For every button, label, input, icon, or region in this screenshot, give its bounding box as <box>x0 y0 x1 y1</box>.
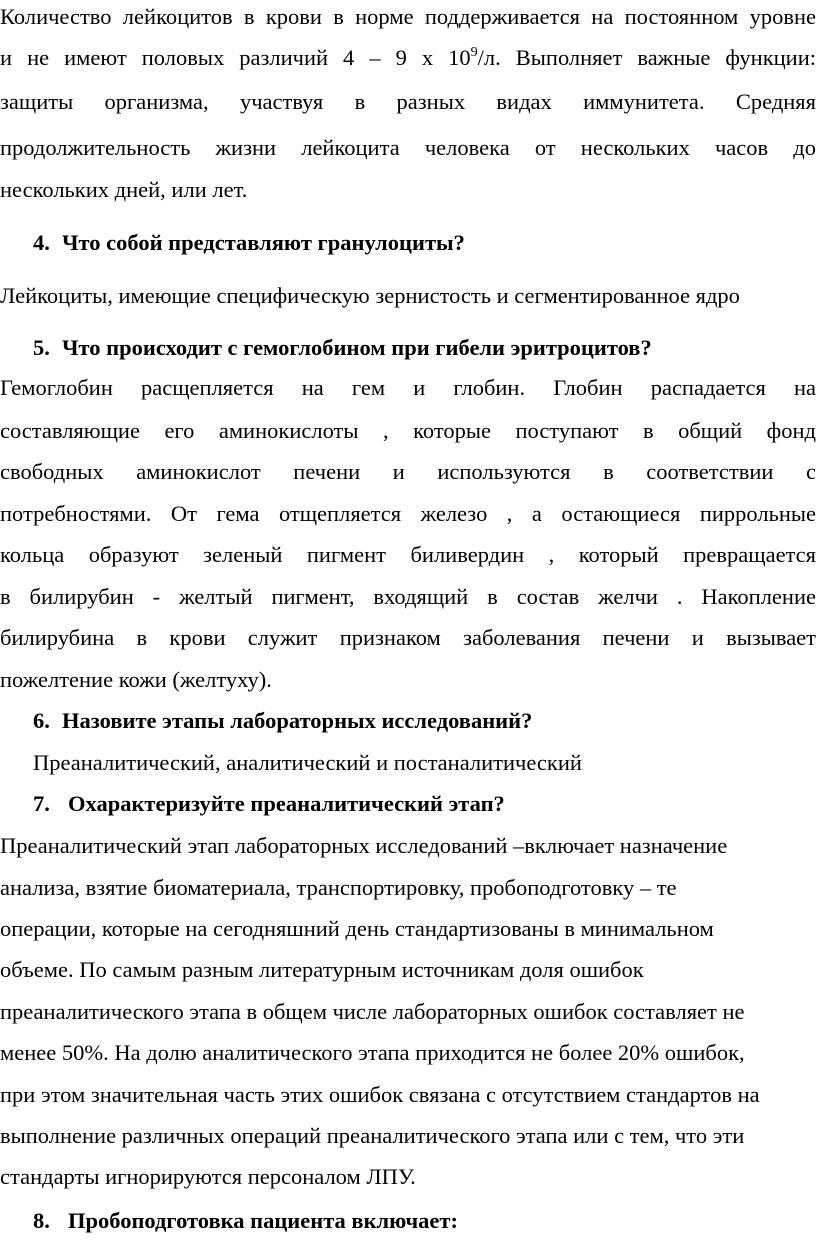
question-number: 5. <box>33 335 50 360</box>
question-title: Что собой представляют гранулоциты? <box>62 230 465 255</box>
text-line: объеме. По самым разным литературным источникам доля ошибок <box>0 957 644 982</box>
text-line: потребностями. От гема отщепляется железо , а остающиеся пиррольные <box>0 501 816 526</box>
text-line: анализа, взятие биоматериала, транспортировку, пробоподготовку – те <box>0 875 677 900</box>
question-number: 6. <box>33 708 50 733</box>
text-line: Преаналитический этап лабораторных исследований –включает назначение <box>0 833 728 858</box>
question-number: 7. <box>33 791 50 816</box>
text-line: продолжительность жизни лейкоцита человека от нескольких часов до <box>0 135 816 160</box>
question-number: 4. <box>33 230 50 255</box>
text-line: операции, которые на сегодняшний день стандартизованы в минимальном <box>0 916 714 941</box>
text-line: пожелтение кожи (желтуху). <box>0 667 272 692</box>
text-line: в билирубин - желтый пигмент, входящий в состав желчи . Накопление <box>0 584 816 609</box>
question-title: Пробоподготовка пациента включает: <box>68 1208 458 1233</box>
text-line <box>0 44 816 72</box>
question-number: 8. <box>33 1208 50 1233</box>
text-line: свободных аминокислот печени и используются в соответствии с <box>0 459 816 484</box>
question-title: Назовите этапы лабораторных исследований? <box>62 708 533 733</box>
text-line: Количество лейкоцитов в крови в норме поддерживается на постоянном уровне <box>0 4 816 29</box>
text-line: составляющие его аминокислоты , которые поступают в общий фонд <box>0 418 816 443</box>
text-segment: /л. Выполняет важные функции: <box>477 45 816 70</box>
text-line: нескольких дней, или лет. <box>0 177 248 202</box>
text-line: преаналитического этапа в общем числе лабораторных ошибок составляет не <box>0 999 745 1024</box>
superscript: 9 <box>470 45 478 60</box>
text-line: при этом значительная часть этих ошибок связана с отсутствием стандартов на <box>0 1082 760 1107</box>
text-line: защиты организма, участвуя в разных видах иммунитета. Средняя <box>0 89 816 114</box>
question-title: Охарактеризуйте преаналитический этап? <box>68 791 505 816</box>
text-segment: и не имеют половых различий 4 – 9 x 10 <box>0 45 471 70</box>
text-line: стандарты игнорируются персоналом ЛПУ. <box>0 1164 416 1189</box>
text-line: менее 50%. На долю аналитического этапа приходится не более 20% ошибок, <box>0 1040 745 1065</box>
text-line: Гемоглобин расщепляется на гем и глобин. Глобин распадается на <box>0 375 816 400</box>
text-line: кольца образуют зеленый пигмент биливердин , который превращается <box>0 542 816 567</box>
text-line: билирубина в крови служит признаком заболевания печени и вызывает <box>0 625 816 650</box>
question-title: Что происходит с гемоглобином при гибели эритроцитов? <box>62 335 652 360</box>
text-line: выполнение различных операций преаналитического этапа или с тем, что эти <box>0 1123 745 1148</box>
answer-text: Лейкоциты, имеющие специфическую зернистость и сегментированное ядро <box>0 283 740 308</box>
answer-text: Преаналитический, аналитический и постаналитический <box>33 750 582 775</box>
